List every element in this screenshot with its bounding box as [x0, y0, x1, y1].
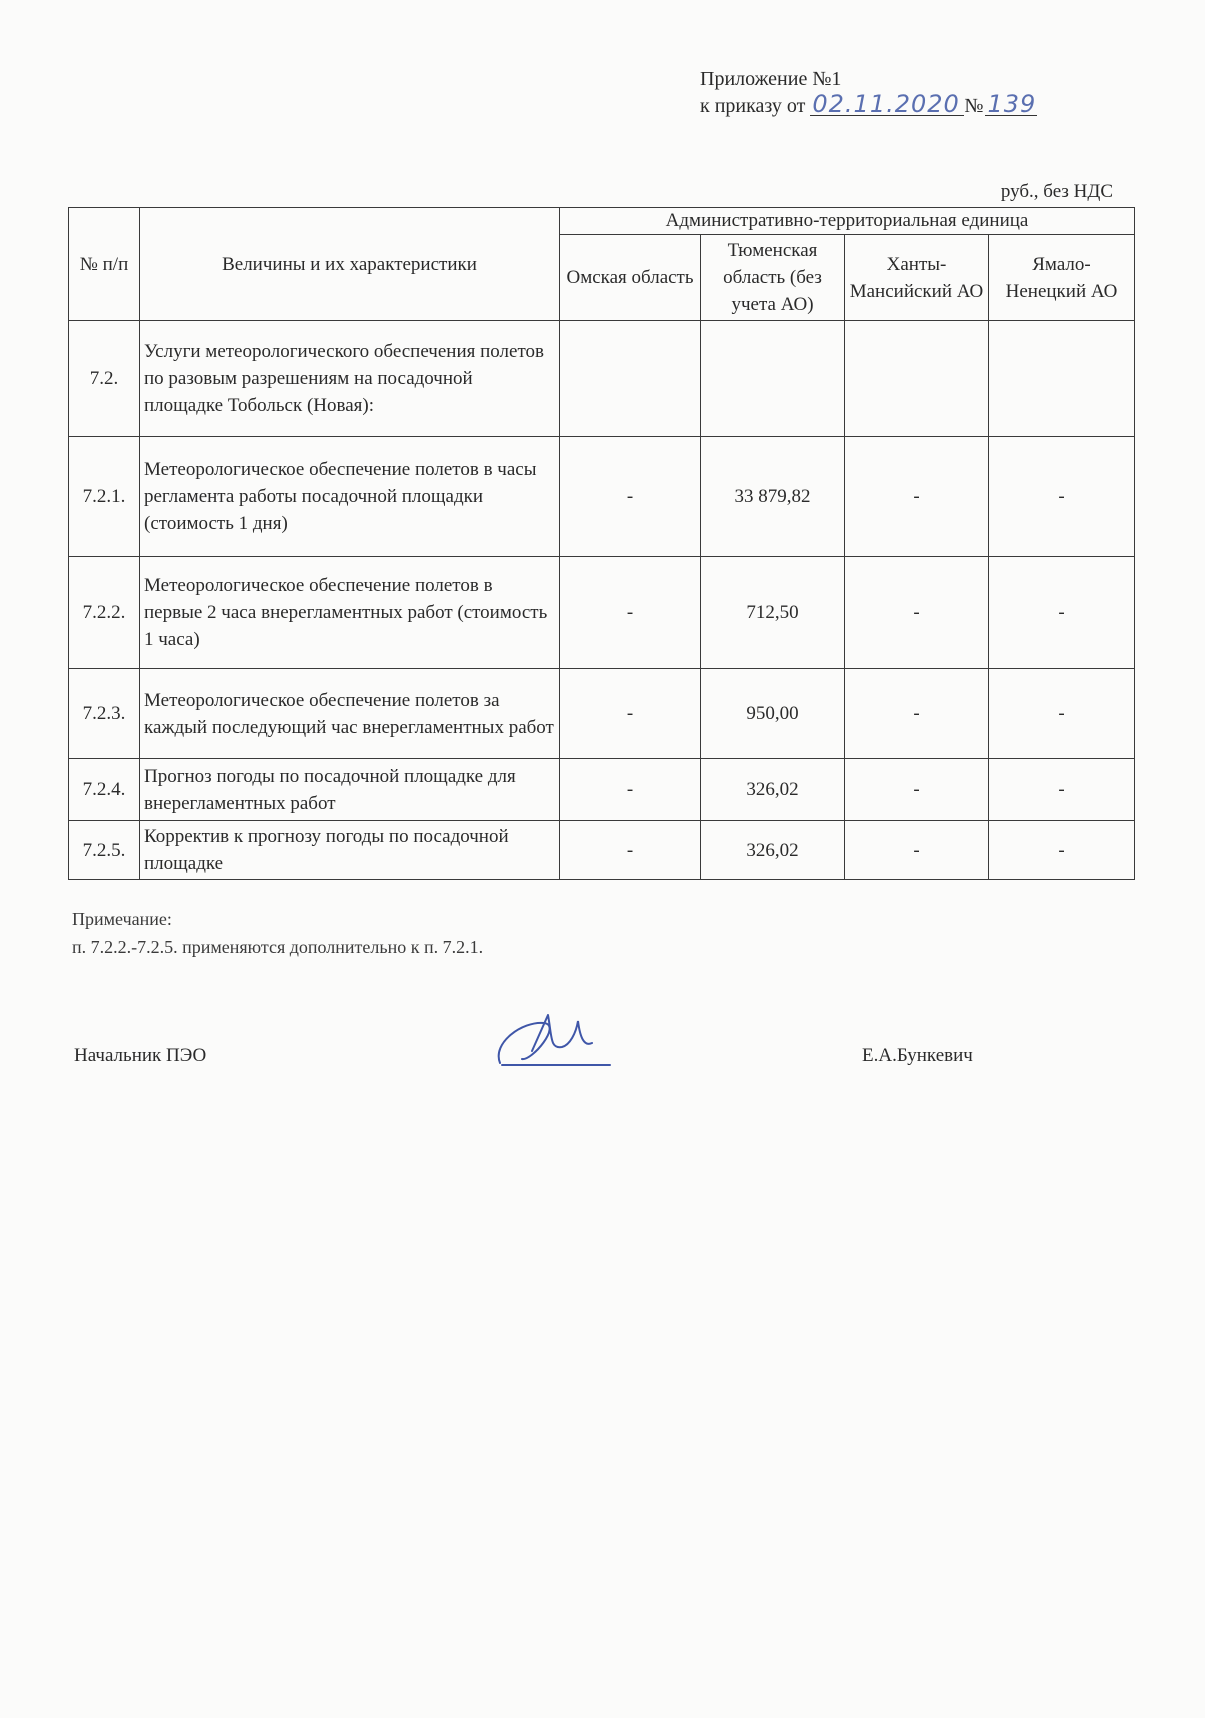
- header-description: Величины и их характеристики: [140, 208, 560, 321]
- signatory-position: Начальник ПЭО: [74, 1045, 207, 1066]
- table-row: [69, 669, 1135, 759]
- note-text: п. 7.2.2.-7.2.5. применяются дополнительно к п. 7.2.1.: [72, 937, 484, 957]
- value-khmao: -: [845, 557, 989, 669]
- table-row: [69, 821, 1135, 880]
- tariff-table: [68, 207, 1135, 880]
- value-yanao: -: [989, 759, 1135, 821]
- order-prefix: к приказу от: [700, 95, 806, 117]
- note-block: [72, 905, 483, 961]
- header-region-khmao: Ханты-Мансийский АО: [845, 235, 989, 321]
- value-yanao: -: [989, 821, 1135, 880]
- row-description: Корректив к прогнозу погоды по посадочной площадке: [140, 821, 560, 880]
- order-reference: [700, 90, 1037, 120]
- order-number: 139: [987, 90, 1037, 118]
- value-omsk: -: [560, 821, 701, 880]
- value-khmao: -: [845, 759, 989, 821]
- row-number: 7.2.4.: [69, 759, 140, 821]
- row-description: Метеорологическое обеспечение полетов за каждый последующий час внерегламентных работ: [140, 669, 560, 759]
- value-omsk: -: [560, 759, 701, 821]
- table-row: [69, 557, 1135, 669]
- value-khmao: [845, 321, 989, 437]
- value-khmao: -: [845, 821, 989, 880]
- handwritten-signature: [492, 1003, 612, 1078]
- value-tyumen: 712,50: [701, 557, 845, 669]
- row-description: Метеорологическое обеспечение полетов в часы регламента работы посадочной площадки (стоимость 1 дня): [140, 437, 560, 557]
- header-number: № п/п: [69, 208, 140, 321]
- value-tyumen: 326,02: [701, 759, 845, 821]
- row-description: Прогноз погоды по посадочной площадке для внерегламентных работ: [140, 759, 560, 821]
- value-tyumen: 33 879,82: [701, 437, 845, 557]
- number-sign: №: [964, 95, 984, 117]
- appendix-header: [700, 66, 1037, 120]
- value-khmao: -: [845, 669, 989, 759]
- signatory-name: Е.А.Бункевич: [862, 1045, 973, 1066]
- value-yanao: -: [989, 557, 1135, 669]
- row-number: 7.2.: [69, 321, 140, 437]
- currency-unit-note: руб., без НДС: [1000, 181, 1113, 202]
- appendix-title: Приложение №1: [700, 68, 842, 90]
- value-omsk: -: [560, 437, 701, 557]
- value-yanao: [989, 321, 1135, 437]
- table-row: [69, 321, 1135, 437]
- header-region-yanao: Ямало-Ненецкий АО: [989, 235, 1135, 321]
- value-omsk: [560, 321, 701, 437]
- row-number: 7.2.2.: [69, 557, 140, 669]
- row-number: 7.2.1.: [69, 437, 140, 557]
- table-row: [69, 759, 1135, 821]
- value-yanao: -: [989, 437, 1135, 557]
- header-region-group: Административно-территориальная единица: [560, 208, 1135, 235]
- value-omsk: -: [560, 557, 701, 669]
- order-date: 02.11.2020: [810, 93, 964, 116]
- header-region-omsk: Омская область: [560, 235, 701, 321]
- note-title: Примечание:: [72, 909, 172, 929]
- value-khmao: -: [845, 437, 989, 557]
- table-row: [69, 437, 1135, 557]
- header-region-tyumen: Тюменская область (без учета АО): [701, 235, 845, 321]
- row-number: 7.2.5.: [69, 821, 140, 880]
- value-omsk: -: [560, 669, 701, 759]
- value-tyumen: 326,02: [701, 821, 845, 880]
- value-yanao: -: [989, 669, 1135, 759]
- row-description: Метеорологическое обеспечение полетов в первые 2 часа внерегламентных работ (стоимость 1 часа): [140, 557, 560, 669]
- row-description: Услуги метеорологического обеспечения полетов по разовым разрешениям на посадочной площадке Тобольск (Новая):: [140, 321, 560, 437]
- value-tyumen: [701, 321, 845, 437]
- value-tyumen: 950,00: [701, 669, 845, 759]
- row-number: 7.2.3.: [69, 669, 140, 759]
